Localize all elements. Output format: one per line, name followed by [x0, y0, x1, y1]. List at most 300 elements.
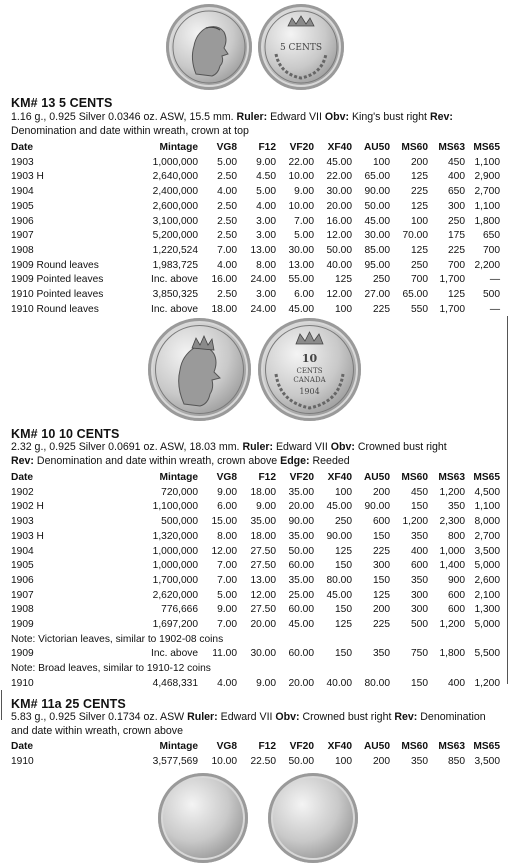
- value-cell: 500,000: [161, 516, 198, 528]
- value-cell: 175: [448, 230, 465, 242]
- column-header: Date: [11, 142, 34, 153]
- date-cell: 1905: [11, 200, 34, 212]
- date-cell: 1910: [11, 755, 34, 767]
- value-cell: 5.00: [217, 156, 237, 168]
- value-cell: 2,600: [474, 574, 500, 586]
- value-cell: 400: [411, 545, 428, 557]
- value-cell: 800: [448, 530, 465, 542]
- column-header: VF20: [289, 142, 314, 153]
- value-cell: 350: [411, 574, 428, 586]
- km10-table-body: [11, 486, 500, 692]
- value-cell: 600: [448, 604, 465, 616]
- value-cell: 8,000: [474, 516, 500, 528]
- value-cell: 350: [373, 648, 390, 660]
- value-cell: 3,500: [474, 755, 500, 767]
- value-cell: 3,850,325: [152, 289, 198, 301]
- km11a-rev-value: Denomination and date within wreath, crown above: [11, 711, 486, 737]
- value-cell: 150: [335, 604, 352, 616]
- table-row: [11, 486, 500, 501]
- column-header: XF40: [327, 142, 352, 153]
- date-cell: 1909: [11, 648, 34, 660]
- km10-rev-value: Denomination and date within wreath, crown above: [33, 454, 281, 467]
- column-header: Mintage: [159, 472, 198, 483]
- value-cell: 225: [373, 303, 390, 315]
- table-row: [11, 559, 500, 574]
- value-cell: 5.00: [294, 230, 314, 242]
- table-row: [11, 677, 500, 692]
- value-cell: 1,800: [474, 215, 500, 227]
- value-cell: 9.00: [217, 604, 237, 616]
- value-cell: 150: [373, 574, 390, 586]
- table-row: [11, 530, 500, 545]
- value-cell: 90.00: [326, 530, 352, 542]
- column-divider: [507, 316, 508, 684]
- column-header: VF20: [289, 472, 314, 483]
- table-row: [11, 156, 500, 171]
- value-cell: 35.00: [288, 574, 314, 586]
- value-cell: 30.00: [288, 244, 314, 256]
- value-cell: 650: [483, 230, 500, 242]
- km10-obv-label: Obv:: [330, 441, 355, 453]
- value-cell: 200: [411, 156, 428, 168]
- table-header-row: [11, 141, 500, 156]
- value-cell: 35.00: [288, 486, 314, 498]
- value-cell: 35.00: [288, 530, 314, 542]
- value-cell: 8.00: [217, 530, 237, 542]
- value-cell: 90.00: [288, 516, 314, 528]
- value-cell: 25.00: [288, 589, 314, 601]
- value-cell: 300: [411, 604, 428, 616]
- value-cell: 12.00: [250, 589, 276, 601]
- value-cell: 300: [448, 200, 465, 212]
- column-header: AU50: [363, 472, 390, 483]
- column-header: XF40: [327, 472, 352, 483]
- value-cell: 20.00: [250, 619, 276, 631]
- value-cell: 45.00: [288, 619, 314, 631]
- value-cell: 125: [335, 619, 352, 631]
- value-cell: 16.00: [326, 215, 352, 227]
- date-cell: 1910 Pointed leaves: [11, 289, 104, 301]
- value-cell: 100: [335, 755, 352, 767]
- value-cell: 22.00: [288, 156, 314, 168]
- value-cell: 1,697,200: [152, 619, 198, 631]
- value-cell: 50.00: [364, 200, 390, 212]
- date-cell: 1903 H: [11, 530, 44, 542]
- date-cell: 1906: [11, 215, 34, 227]
- value-cell: 30.00: [326, 186, 352, 198]
- date-cell: 1903: [11, 516, 34, 528]
- value-cell: 7.00: [294, 215, 314, 227]
- km13-price-table: [11, 141, 500, 317]
- value-cell: 45.00: [364, 215, 390, 227]
- value-cell: 225: [373, 619, 390, 631]
- column-header: VG8: [216, 741, 237, 752]
- value-cell: 776,666: [161, 604, 198, 616]
- value-cell: 4.00: [217, 186, 237, 198]
- km11a-ruler-label: Ruler:: [187, 711, 218, 723]
- value-cell: 1,220,524: [152, 244, 198, 256]
- value-cell: 1,000,000: [152, 545, 198, 557]
- column-header: AU50: [363, 142, 390, 153]
- value-cell: 3,100,000: [152, 215, 198, 227]
- value-cell: 350: [411, 530, 428, 542]
- value-cell: 4.00: [217, 259, 237, 271]
- value-cell: 700: [411, 274, 428, 286]
- value-cell: 27.00: [364, 289, 390, 301]
- value-cell: 22.50: [250, 755, 276, 767]
- value-cell: 2.50: [217, 230, 237, 242]
- table-row: [11, 618, 500, 633]
- value-cell: 5,000: [474, 619, 500, 631]
- value-cell: 20.00: [288, 501, 314, 513]
- km10-obv-value: Crowned bust right: [354, 441, 447, 453]
- km10-edge-label: Edge:: [280, 454, 310, 467]
- value-cell: 1,320,000: [152, 530, 198, 542]
- value-cell: 13.00: [288, 259, 314, 271]
- value-cell: 125: [411, 171, 428, 183]
- table-header-row: [11, 471, 500, 486]
- value-cell: 80.00: [326, 574, 352, 586]
- value-cell: 500: [411, 619, 428, 631]
- column-header: MS60: [401, 741, 428, 752]
- value-cell: 600: [411, 560, 428, 572]
- value-cell: 225: [373, 545, 390, 557]
- value-cell: 5,000: [474, 560, 500, 572]
- date-cell: 1909: [11, 619, 34, 631]
- value-cell: 2,900: [474, 171, 500, 183]
- value-cell: 7.00: [217, 560, 237, 572]
- value-cell: 125: [335, 274, 352, 286]
- value-cell: 200: [373, 755, 390, 767]
- value-cell: 10.00: [211, 755, 237, 767]
- km11a-ruler-value: Edward VII: [217, 711, 276, 723]
- value-cell: 2.50: [217, 200, 237, 212]
- value-cell: 1,300: [474, 604, 500, 616]
- table-note: Note: Broad leaves, similar to 1910-12 coins: [11, 663, 211, 675]
- value-cell: 90.00: [364, 186, 390, 198]
- value-cell: 3,577,569: [152, 755, 198, 767]
- table-row: [11, 755, 500, 770]
- km13-table-header: [11, 141, 500, 156]
- value-cell: —: [489, 274, 500, 286]
- column-header: Mintage: [159, 741, 198, 752]
- value-cell: 10.00: [288, 200, 314, 212]
- km11a-heading: KM# 11a 25 CENTS: [11, 697, 126, 711]
- value-cell: 6.00: [294, 289, 314, 301]
- table-row: [11, 574, 500, 589]
- km10-ruler-value: Edward VII: [273, 441, 331, 453]
- km10-ruler-label: Ruler:: [242, 441, 274, 453]
- value-cell: 1,700: [439, 303, 465, 315]
- date-cell: 1908: [11, 244, 34, 256]
- value-cell: 30.00: [364, 230, 390, 242]
- value-cell: 1,200: [402, 516, 428, 528]
- date-cell: 1903: [11, 156, 34, 168]
- value-cell: 60.00: [288, 648, 314, 660]
- value-cell: 4.00: [256, 200, 276, 212]
- column-header: F12: [258, 142, 276, 153]
- value-cell: 1,000,000: [152, 156, 198, 168]
- km11a-description: [11, 711, 500, 738]
- km10-edge-value: Reeded: [309, 454, 350, 467]
- value-cell: 7.00: [217, 574, 237, 586]
- value-cell: 12.00: [326, 289, 352, 301]
- km13-heading: KM# 13 5 CENTS: [11, 96, 113, 110]
- km10-reverse-year: 1904: [299, 387, 320, 396]
- km11a-obv-label: Obv:: [275, 711, 300, 723]
- value-cell: 3.00: [256, 289, 276, 301]
- km11a-rev-label: Rev:: [394, 711, 418, 723]
- km13-obv-value: King's bust right: [349, 111, 430, 123]
- value-cell: 45.00: [326, 156, 352, 168]
- value-cell: 5,200,000: [152, 230, 198, 242]
- value-cell: 1,100,000: [152, 501, 198, 513]
- value-cell: 6.00: [217, 501, 237, 513]
- value-cell: 11.00: [212, 648, 237, 660]
- value-cell: 400: [448, 677, 465, 689]
- value-cell: 12.00: [326, 230, 352, 242]
- value-cell: 3.00: [256, 215, 276, 227]
- value-cell: 3.00: [256, 230, 276, 242]
- column-header: F12: [258, 472, 276, 483]
- value-cell: 125: [411, 200, 428, 212]
- table-row: [11, 515, 500, 530]
- value-cell: 125: [335, 545, 352, 557]
- date-cell: 1904: [11, 186, 34, 198]
- value-cell: 4,500: [474, 486, 500, 498]
- km13-obv-label: Obv:: [324, 111, 349, 123]
- value-cell: 13.00: [250, 574, 276, 586]
- value-cell: 2,300: [439, 516, 465, 528]
- date-cell: 1906: [11, 574, 34, 586]
- value-cell: 40.00: [326, 259, 352, 271]
- value-cell: 450: [411, 486, 428, 498]
- value-cell: 1,100: [474, 200, 500, 212]
- value-cell: 30.00: [250, 648, 276, 660]
- value-cell: 250: [411, 259, 428, 271]
- value-cell: 300: [373, 560, 390, 572]
- value-cell: 95.00: [364, 259, 390, 271]
- column-header: MS63: [438, 472, 465, 483]
- km10-table-header: [11, 471, 500, 486]
- section-divider: [1, 690, 2, 720]
- value-cell: 200: [373, 604, 390, 616]
- km10-reverse-cents: CENTS: [296, 367, 323, 375]
- value-cell: 40.00: [326, 677, 352, 689]
- table-row: [11, 200, 500, 215]
- value-cell: 80.00: [364, 677, 390, 689]
- value-cell: 225: [411, 186, 428, 198]
- column-header: AU50: [363, 741, 390, 752]
- date-cell: 1907: [11, 589, 34, 601]
- value-cell: 150: [373, 530, 390, 542]
- km11a-table-header: [11, 740, 500, 755]
- value-cell: 750: [411, 648, 428, 660]
- value-cell: 60.00: [288, 560, 314, 572]
- value-cell: 9.00: [217, 486, 237, 498]
- value-cell: 45.00: [326, 589, 352, 601]
- km13-reverse-coin-image: [258, 4, 344, 90]
- table-row: [11, 500, 500, 515]
- value-cell: 45.00: [288, 303, 314, 315]
- value-cell: 2,700: [474, 530, 500, 542]
- value-cell: 250: [373, 274, 390, 286]
- table-header-row: [11, 740, 500, 755]
- value-cell: 9.00: [256, 156, 276, 168]
- value-cell: 450: [448, 156, 465, 168]
- value-cell: 15.00: [211, 516, 237, 528]
- value-cell: 20.00: [288, 677, 314, 689]
- value-cell: 125: [373, 589, 390, 601]
- value-cell: 90.00: [364, 501, 390, 513]
- km13-desc-pre: 1.16 g., 0.925 Silver 0.0346 oz. ASW, 15.5 mm.: [11, 111, 237, 123]
- value-cell: 7.00: [217, 619, 237, 631]
- value-cell: 50.00: [288, 545, 314, 557]
- value-cell: 150: [335, 560, 352, 572]
- value-cell: 250: [448, 215, 465, 227]
- value-cell: 125: [411, 244, 428, 256]
- value-cell: 600: [373, 516, 390, 528]
- value-cell: 2.50: [217, 289, 237, 301]
- value-cell: 13.00: [250, 244, 276, 256]
- date-cell: 1910 Round leaves: [11, 303, 99, 315]
- km11a-table-body: [11, 755, 500, 770]
- table-row: [11, 229, 500, 244]
- table-row: [11, 273, 500, 288]
- value-cell: 2.50: [217, 215, 237, 227]
- value-cell: 12.00: [211, 545, 237, 557]
- table-row: [11, 185, 500, 200]
- value-cell: 4.00: [217, 677, 237, 689]
- value-cell: 2,640,000: [152, 171, 198, 183]
- column-header: MS60: [401, 142, 428, 153]
- km13-ruler-label: Ruler:: [236, 111, 268, 123]
- value-cell: 150: [411, 501, 428, 513]
- value-cell: 720,000: [161, 486, 198, 498]
- table-row: [11, 303, 500, 318]
- value-cell: 500: [483, 289, 500, 301]
- value-cell: 700: [448, 259, 465, 271]
- value-cell: 600: [448, 589, 465, 601]
- date-cell: 1902: [11, 486, 34, 498]
- value-cell: 85.00: [364, 244, 390, 256]
- value-cell: 100: [335, 486, 352, 498]
- value-cell: —: [489, 303, 500, 315]
- column-header: XF40: [327, 741, 352, 752]
- km13-ruler-value: Edward VII: [267, 111, 325, 123]
- value-cell: 2,700: [474, 186, 500, 198]
- value-cell: 1,200: [474, 677, 500, 689]
- value-cell: 1,000: [439, 545, 465, 557]
- value-cell: 2,200: [474, 259, 500, 271]
- value-cell: 24.00: [250, 303, 276, 315]
- value-cell: 350: [411, 755, 428, 767]
- column-header: MS63: [438, 142, 465, 153]
- date-cell: 1904: [11, 545, 34, 557]
- table-row: [11, 545, 500, 560]
- km13-table-body: [11, 156, 500, 318]
- value-cell: 35.00: [250, 516, 276, 528]
- value-cell: 100: [411, 215, 428, 227]
- value-cell: 350: [448, 501, 465, 513]
- value-cell: 5,500: [474, 648, 500, 660]
- km11a-price-table: [11, 740, 500, 769]
- value-cell: 1,983,725: [152, 259, 198, 271]
- note-row: [11, 662, 500, 677]
- value-cell: 300: [411, 589, 428, 601]
- km10-rev-label: Rev:: [11, 454, 34, 467]
- value-cell: 1,400: [439, 560, 465, 572]
- value-cell: 65.00: [364, 171, 390, 183]
- value-cell: 55.00: [288, 274, 314, 286]
- value-cell: 2,400,000: [152, 186, 198, 198]
- km10-reverse-denomination: 10: [301, 352, 318, 365]
- value-cell: 4.50: [256, 171, 276, 183]
- date-cell: 1905: [11, 560, 34, 572]
- value-cell: 5.00: [256, 186, 276, 198]
- column-header: MS63: [438, 741, 465, 752]
- value-cell: 700: [483, 244, 500, 256]
- value-cell: 1,200: [439, 619, 465, 631]
- value-cell: 27.50: [250, 560, 276, 572]
- km13-description: [11, 111, 500, 138]
- table-row: [11, 589, 500, 604]
- km10-obverse-coin-image: [148, 318, 251, 421]
- km10-reverse-country: CANADA: [293, 376, 326, 384]
- value-cell: 10.00: [288, 171, 314, 183]
- km11a-obverse-coin-image: [158, 773, 248, 863]
- value-cell: 125: [448, 289, 465, 301]
- column-header: MS65: [473, 142, 500, 153]
- table-row: [11, 603, 500, 618]
- value-cell: 18.00: [211, 303, 237, 315]
- value-cell: 50.00: [288, 755, 314, 767]
- value-cell: 225: [448, 244, 465, 256]
- date-cell: 1909 Pointed leaves: [11, 274, 104, 286]
- table-row: [11, 647, 500, 662]
- value-cell: 2,620,000: [152, 589, 198, 601]
- table-note: Note: Victorian leaves, similar to 1902-08 coins: [11, 633, 224, 645]
- value-cell: 200: [373, 486, 390, 498]
- value-cell: 4,468,331: [152, 677, 198, 689]
- column-header: MS65: [473, 472, 500, 483]
- date-cell: 1902 H: [11, 501, 44, 513]
- value-cell: 50.00: [326, 244, 352, 256]
- value-cell: 1,000,000: [152, 560, 198, 572]
- value-cell: 1,700,000: [152, 574, 198, 586]
- value-cell: 9.00: [256, 677, 276, 689]
- value-cell: 150: [335, 648, 352, 660]
- value-cell: 27.50: [250, 604, 276, 616]
- value-cell: 650: [448, 186, 465, 198]
- value-cell: 900: [448, 574, 465, 586]
- value-cell: 24.00: [250, 274, 276, 286]
- table-row: [11, 259, 500, 274]
- value-cell: 5.00: [217, 589, 237, 601]
- value-cell: 250: [335, 516, 352, 528]
- column-header: MS60: [401, 472, 428, 483]
- date-cell: 1909 Round leaves: [11, 259, 99, 271]
- value-cell: 22.00: [326, 171, 352, 183]
- column-header: Mintage: [159, 142, 198, 153]
- value-cell: 2,100: [474, 589, 500, 601]
- table-row: [11, 244, 500, 259]
- value-cell: 8.00: [256, 259, 276, 271]
- value-cell: 9.00: [294, 186, 314, 198]
- value-cell: 100: [373, 156, 390, 168]
- table-row: [11, 170, 500, 185]
- km11a-desc-pre: 5.83 g., 0.925 Silver 0.1734 oz. ASW: [11, 711, 188, 723]
